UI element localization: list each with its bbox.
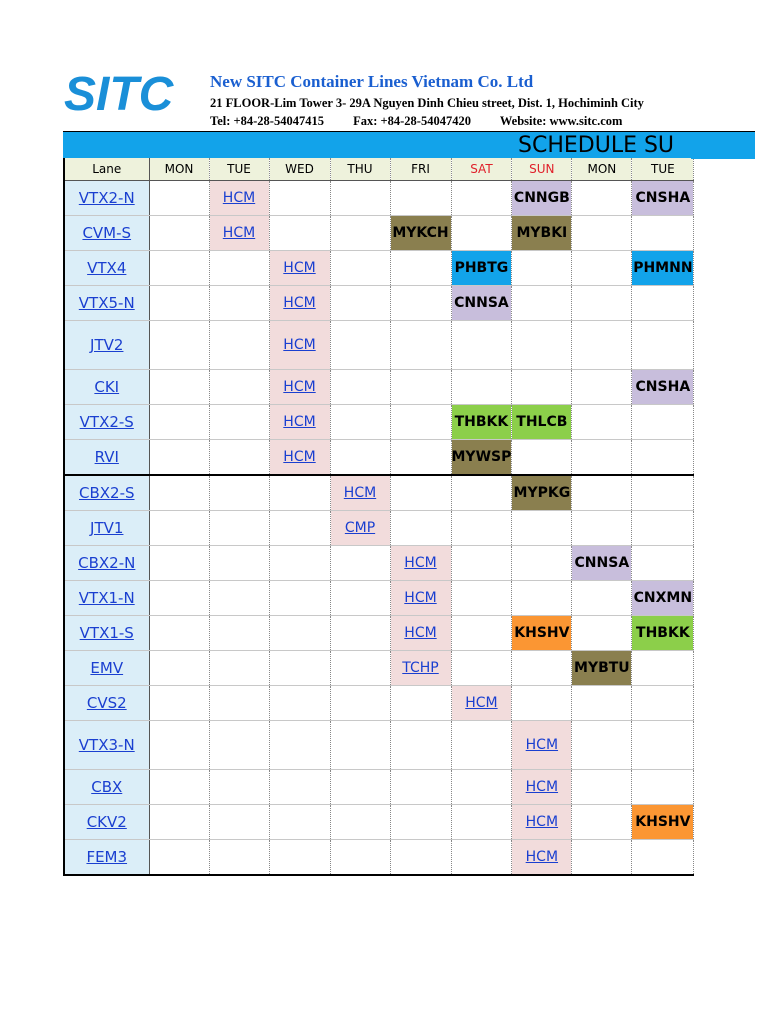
lane-cell[interactable] bbox=[64, 321, 149, 370]
empty-cell bbox=[451, 840, 512, 876]
empty-cell bbox=[632, 546, 694, 581]
empty-cell bbox=[330, 286, 390, 321]
port-cell[interactable] bbox=[269, 440, 330, 476]
port-cell[interactable] bbox=[269, 405, 330, 440]
lane-cell[interactable] bbox=[64, 721, 149, 770]
empty-cell bbox=[149, 721, 209, 770]
table-header-row bbox=[64, 158, 694, 181]
empty-cell bbox=[149, 440, 209, 476]
empty-cell bbox=[572, 321, 632, 370]
empty-cell bbox=[149, 770, 209, 805]
empty-cell bbox=[390, 181, 451, 216]
port-link[interactable]: CMP bbox=[344, 520, 376, 536]
company-address: 21 FLOOR-Lim Tower 3- 29A Nguyen Dinh Chieu street, Dist. 1, Hochiminh City bbox=[210, 96, 644, 110]
schedule-title-bar bbox=[63, 131, 755, 159]
table-row bbox=[64, 405, 694, 440]
empty-cell bbox=[149, 286, 209, 321]
empty-cell bbox=[209, 405, 269, 440]
port-cell[interactable] bbox=[209, 216, 269, 251]
port-cell[interactable] bbox=[512, 805, 572, 840]
empty-cell bbox=[451, 770, 512, 805]
empty-cell bbox=[149, 546, 209, 581]
lane-link[interactable]: VTX1-S bbox=[79, 624, 134, 642]
lane-link[interactable]: JTV2 bbox=[90, 336, 124, 354]
port-link[interactable]: HCM bbox=[404, 555, 437, 571]
lane-cell[interactable] bbox=[64, 546, 149, 581]
empty-cell bbox=[632, 286, 694, 321]
empty-cell bbox=[632, 475, 694, 511]
table-row bbox=[64, 840, 694, 876]
port-link[interactable]: HCM bbox=[525, 737, 559, 753]
empty-cell bbox=[632, 721, 694, 770]
lane-link[interactable]: CBX2-N bbox=[78, 554, 136, 572]
port-cell: KHSHV bbox=[632, 805, 694, 840]
tel: Tel: +84-28-54047415 bbox=[210, 114, 324, 128]
empty-cell bbox=[512, 686, 572, 721]
lane-cell[interactable] bbox=[64, 251, 149, 286]
port-cell[interactable] bbox=[451, 686, 512, 721]
lane-cell[interactable] bbox=[64, 286, 149, 321]
lane-link[interactable]: VTX3-N bbox=[78, 736, 135, 754]
empty-cell bbox=[149, 805, 209, 840]
port-cell[interactable] bbox=[512, 721, 572, 770]
empty-cell bbox=[451, 370, 512, 405]
empty-cell bbox=[512, 546, 572, 581]
empty-cell bbox=[330, 581, 390, 616]
empty-cell bbox=[330, 405, 390, 440]
empty-cell bbox=[390, 840, 451, 876]
company-name: New SITC Container Lines Vietnam Co. Ltd bbox=[210, 72, 534, 91]
port-cell: KHSHV bbox=[512, 616, 572, 651]
empty-cell bbox=[390, 686, 451, 721]
empty-cell bbox=[632, 440, 694, 476]
column-header-day: FRI bbox=[390, 158, 451, 181]
lane-link[interactable]: CKI bbox=[94, 378, 120, 396]
column-header-lane: Lane bbox=[64, 158, 149, 181]
empty-cell bbox=[512, 321, 572, 370]
empty-cell bbox=[330, 546, 390, 581]
empty-cell bbox=[209, 546, 269, 581]
lane-link[interactable]: JTV1 bbox=[90, 519, 124, 537]
port-cell: CNXMN bbox=[632, 581, 694, 616]
empty-cell bbox=[572, 181, 632, 216]
port-link[interactable]: HCM bbox=[343, 485, 377, 501]
lane-cell[interactable] bbox=[64, 475, 149, 511]
port-cell: THBKK bbox=[632, 616, 694, 651]
lane-cell[interactable] bbox=[64, 840, 149, 876]
port-link[interactable]: HCM bbox=[525, 779, 559, 795]
table-row bbox=[64, 546, 694, 581]
empty-cell bbox=[330, 251, 390, 286]
empty-cell bbox=[149, 511, 209, 546]
port-cell[interactable] bbox=[269, 370, 330, 405]
empty-cell bbox=[330, 321, 390, 370]
empty-cell bbox=[451, 616, 512, 651]
empty-cell bbox=[632, 770, 694, 805]
column-header-day: SUN bbox=[512, 158, 572, 181]
port-link[interactable]: HCM bbox=[283, 337, 316, 353]
empty-cell bbox=[330, 686, 390, 721]
empty-cell bbox=[149, 181, 209, 216]
logo-text: SITC bbox=[64, 70, 174, 116]
empty-cell bbox=[269, 805, 330, 840]
empty-cell bbox=[572, 616, 632, 651]
empty-cell bbox=[572, 475, 632, 511]
empty-cell bbox=[512, 581, 572, 616]
lane-link[interactable]: CBX2-S bbox=[78, 484, 135, 502]
website: Website: www.sitc.com bbox=[499, 114, 623, 128]
port-cell: THLCB bbox=[512, 405, 572, 440]
column-header-day: THU bbox=[330, 158, 390, 181]
empty-cell bbox=[330, 840, 390, 876]
empty-cell bbox=[572, 370, 632, 405]
empty-cell bbox=[512, 440, 572, 476]
lane-cell[interactable] bbox=[64, 216, 149, 251]
empty-cell bbox=[572, 840, 632, 876]
empty-cell bbox=[390, 370, 451, 405]
table-row bbox=[64, 770, 694, 805]
empty-cell bbox=[330, 770, 390, 805]
empty-cell bbox=[149, 651, 209, 686]
port-cell[interactable] bbox=[390, 546, 451, 581]
empty-cell bbox=[330, 440, 390, 476]
port-link[interactable]: TCHP bbox=[402, 660, 439, 676]
table-row bbox=[64, 616, 694, 651]
empty-cell bbox=[632, 511, 694, 546]
port-link[interactable]: HCM bbox=[525, 849, 559, 865]
empty-cell bbox=[269, 651, 330, 686]
column-header-day: MON bbox=[572, 158, 632, 181]
empty-cell bbox=[451, 321, 512, 370]
lane-cell[interactable] bbox=[64, 405, 149, 440]
empty-cell bbox=[451, 216, 512, 251]
empty-cell bbox=[390, 475, 451, 511]
lane-link[interactable]: CVM-S bbox=[82, 224, 132, 242]
port-cell[interactable] bbox=[330, 511, 390, 546]
empty-cell bbox=[330, 616, 390, 651]
empty-cell bbox=[209, 805, 269, 840]
empty-cell bbox=[632, 840, 694, 876]
port-cell[interactable] bbox=[330, 475, 390, 511]
empty-cell bbox=[512, 286, 572, 321]
empty-cell bbox=[209, 770, 269, 805]
lane-link[interactable]: VTX2-N bbox=[78, 189, 135, 207]
empty-cell bbox=[269, 181, 330, 216]
empty-cell bbox=[330, 721, 390, 770]
lane-cell[interactable] bbox=[64, 581, 149, 616]
port-link[interactable]: HCM bbox=[283, 379, 316, 395]
port-cell[interactable] bbox=[512, 770, 572, 805]
lane-cell[interactable] bbox=[64, 440, 149, 476]
port-cell: CNNGB bbox=[512, 181, 572, 216]
lane-cell[interactable] bbox=[64, 651, 149, 686]
empty-cell bbox=[269, 721, 330, 770]
port-cell: CNNSA bbox=[451, 286, 512, 321]
empty-cell bbox=[209, 251, 269, 286]
empty-cell bbox=[572, 511, 632, 546]
port-cell[interactable] bbox=[269, 286, 330, 321]
table-row bbox=[64, 721, 694, 770]
empty-cell bbox=[149, 405, 209, 440]
port-cell: MYWSP bbox=[451, 440, 512, 476]
table-row bbox=[64, 321, 694, 370]
empty-cell bbox=[572, 216, 632, 251]
port-cell: MYBTU bbox=[572, 651, 632, 686]
empty-cell bbox=[512, 651, 572, 686]
port-link[interactable]: HCM bbox=[465, 695, 498, 711]
empty-cell bbox=[209, 321, 269, 370]
empty-cell bbox=[632, 321, 694, 370]
empty-cell bbox=[330, 370, 390, 405]
empty-cell bbox=[572, 251, 632, 286]
column-header-day: WED bbox=[269, 158, 330, 181]
empty-cell bbox=[632, 651, 694, 686]
empty-cell bbox=[269, 581, 330, 616]
empty-cell bbox=[572, 286, 632, 321]
port-cell: PHMNN bbox=[632, 251, 694, 286]
empty-cell bbox=[572, 770, 632, 805]
empty-cell bbox=[451, 475, 512, 511]
empty-cell bbox=[149, 581, 209, 616]
port-cell[interactable] bbox=[390, 651, 451, 686]
empty-cell bbox=[451, 805, 512, 840]
empty-cell bbox=[572, 721, 632, 770]
lane-link[interactable]: CKV2 bbox=[86, 813, 127, 831]
port-cell[interactable] bbox=[390, 581, 451, 616]
empty-cell bbox=[572, 805, 632, 840]
empty-cell bbox=[209, 840, 269, 876]
empty-cell bbox=[451, 511, 512, 546]
table-row bbox=[64, 686, 694, 721]
port-cell[interactable] bbox=[269, 251, 330, 286]
port-cell[interactable] bbox=[209, 181, 269, 216]
lane-cell[interactable] bbox=[64, 370, 149, 405]
empty-cell bbox=[330, 181, 390, 216]
empty-cell bbox=[269, 511, 330, 546]
empty-cell bbox=[390, 286, 451, 321]
empty-cell bbox=[390, 321, 451, 370]
empty-cell bbox=[330, 651, 390, 686]
port-link[interactable]: HCM bbox=[525, 814, 559, 830]
empty-cell bbox=[269, 840, 330, 876]
empty-cell bbox=[149, 616, 209, 651]
lane-cell[interactable] bbox=[64, 686, 149, 721]
table-row bbox=[64, 181, 694, 216]
lane-link[interactable]: CVS2 bbox=[86, 694, 127, 712]
empty-cell bbox=[209, 475, 269, 511]
empty-cell bbox=[390, 511, 451, 546]
lane-cell[interactable] bbox=[64, 181, 149, 216]
empty-cell bbox=[390, 770, 451, 805]
empty-cell bbox=[269, 216, 330, 251]
lane-link[interactable]: RVI bbox=[94, 448, 119, 466]
lane-cell[interactable] bbox=[64, 511, 149, 546]
table-row bbox=[64, 251, 694, 286]
empty-cell bbox=[632, 216, 694, 251]
table-row bbox=[64, 511, 694, 546]
port-link[interactable]: HCM bbox=[283, 414, 316, 430]
fax: Fax: +84-28-54047420 bbox=[353, 114, 471, 128]
port-link[interactable]: HCM bbox=[283, 449, 316, 465]
port-link[interactable]: HCM bbox=[222, 190, 256, 206]
port-cell: MYPKG bbox=[512, 475, 572, 511]
empty-cell bbox=[390, 805, 451, 840]
empty-cell bbox=[269, 546, 330, 581]
lane-link[interactable]: FEM3 bbox=[86, 848, 128, 866]
port-cell: CNNSA bbox=[572, 546, 632, 581]
lane-cell[interactable] bbox=[64, 805, 149, 840]
empty-cell bbox=[269, 770, 330, 805]
empty-cell bbox=[451, 181, 512, 216]
empty-cell bbox=[269, 686, 330, 721]
empty-cell bbox=[572, 581, 632, 616]
port-cell: CNSHA bbox=[632, 181, 694, 216]
empty-cell bbox=[149, 840, 209, 876]
port-link[interactable]: HCM bbox=[283, 260, 316, 276]
empty-cell bbox=[512, 511, 572, 546]
empty-cell bbox=[390, 721, 451, 770]
empty-cell bbox=[149, 686, 209, 721]
empty-cell bbox=[149, 475, 209, 511]
empty-cell bbox=[330, 805, 390, 840]
lane-link[interactable]: VTX1-N bbox=[78, 589, 135, 607]
lane-cell[interactable] bbox=[64, 616, 149, 651]
table-row bbox=[64, 651, 694, 686]
port-cell: MYBKI bbox=[512, 216, 572, 251]
title-bar-tail bbox=[691, 132, 755, 159]
empty-cell bbox=[209, 686, 269, 721]
empty-cell bbox=[149, 370, 209, 405]
column-header-day: TUE bbox=[632, 158, 694, 181]
lane-link[interactable]: VTX4 bbox=[87, 259, 127, 277]
port-link[interactable]: HCM bbox=[404, 590, 437, 606]
lane-link[interactable]: VTX2-S bbox=[79, 413, 134, 431]
empty-cell bbox=[390, 251, 451, 286]
port-cell[interactable] bbox=[269, 321, 330, 370]
empty-cell bbox=[632, 686, 694, 721]
column-header-day: SAT bbox=[451, 158, 512, 181]
table-row bbox=[64, 581, 694, 616]
empty-cell bbox=[572, 405, 632, 440]
lane-cell[interactable] bbox=[64, 770, 149, 805]
empty-cell bbox=[512, 251, 572, 286]
empty-cell bbox=[512, 370, 572, 405]
empty-cell bbox=[209, 370, 269, 405]
port-link[interactable]: HCM bbox=[283, 295, 316, 311]
empty-cell bbox=[451, 546, 512, 581]
empty-cell bbox=[451, 721, 512, 770]
column-header-day: MON bbox=[149, 158, 209, 181]
empty-cell bbox=[269, 616, 330, 651]
schedule-title: SCHEDULE SU bbox=[518, 133, 675, 158]
port-cell: THBKK bbox=[451, 405, 512, 440]
empty-cell bbox=[209, 286, 269, 321]
table-row bbox=[64, 286, 694, 321]
empty-cell bbox=[209, 581, 269, 616]
empty-cell bbox=[330, 216, 390, 251]
empty-cell bbox=[572, 686, 632, 721]
empty-cell bbox=[209, 616, 269, 651]
empty-cell bbox=[451, 581, 512, 616]
empty-cell bbox=[269, 475, 330, 511]
port-cell: PHBTG bbox=[451, 251, 512, 286]
empty-cell bbox=[149, 321, 209, 370]
empty-cell bbox=[390, 405, 451, 440]
empty-cell bbox=[390, 440, 451, 476]
column-header-day: TUE bbox=[209, 158, 269, 181]
table-row bbox=[64, 370, 694, 405]
schedule-table bbox=[63, 158, 694, 876]
lane-link[interactable]: CBX bbox=[91, 778, 123, 796]
contact-line bbox=[210, 114, 648, 129]
empty-cell bbox=[209, 651, 269, 686]
empty-cell bbox=[451, 651, 512, 686]
empty-cell bbox=[572, 440, 632, 476]
empty-cell bbox=[209, 440, 269, 476]
empty-cell bbox=[632, 405, 694, 440]
lane-link[interactable]: EMV bbox=[90, 659, 124, 677]
empty-cell bbox=[209, 721, 269, 770]
port-link[interactable]: HCM bbox=[404, 625, 437, 641]
port-cell: MYKCH bbox=[390, 216, 451, 251]
table-row bbox=[64, 475, 694, 511]
port-cell: CNSHA bbox=[632, 370, 694, 405]
port-link[interactable]: HCM bbox=[222, 225, 256, 241]
table-row bbox=[64, 216, 694, 251]
lane-link[interactable]: VTX5-N bbox=[78, 294, 135, 312]
table-row bbox=[64, 805, 694, 840]
port-cell[interactable] bbox=[512, 840, 572, 876]
port-cell[interactable] bbox=[390, 616, 451, 651]
sitc-logo bbox=[62, 70, 202, 116]
empty-cell bbox=[149, 216, 209, 251]
table-row bbox=[64, 440, 694, 476]
empty-cell bbox=[209, 511, 269, 546]
empty-cell bbox=[149, 251, 209, 286]
